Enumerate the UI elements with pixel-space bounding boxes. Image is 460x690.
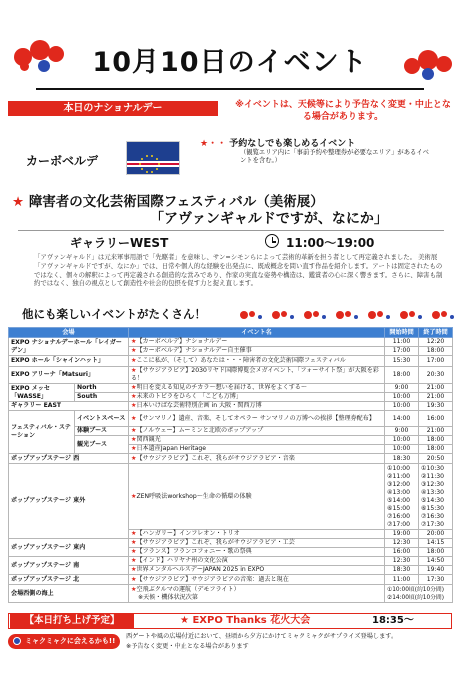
fireworks-time: 18:35〜 xyxy=(372,615,414,626)
national-day-label: 本日のナショナルデー xyxy=(8,101,218,116)
country-name: カーボベルデ xyxy=(26,154,99,168)
feature-underline xyxy=(18,230,444,231)
event-cell: ★【サウジアラビア】2030リヤド国際博覧会メガイベント、「フォーサイト祭」が大阪を彩る！ xyxy=(129,367,385,384)
feature-title-text: 障害者の文化芸術国際フェスティバル（美術展） xyxy=(28,194,324,210)
venue-cell: フェスティバル・ステーション xyxy=(9,411,75,454)
start-cell: 12:30 xyxy=(385,557,419,566)
end-cell: 16:00 xyxy=(419,411,453,427)
myaku-badge xyxy=(8,634,120,649)
table-row xyxy=(9,436,453,445)
sub-venue-cell: 体験ブース xyxy=(75,427,129,436)
event-cell: ★関西観光 xyxy=(129,436,385,445)
start-cell: ①10:00 ②11:00 ③12:00 ④13:00 ⑤14:00 ⑥15:00 ⑦16:00 ⑦17:00 xyxy=(385,464,419,530)
end-cell: 18:00 xyxy=(419,436,453,445)
event-cell: ★【ハンガリー】インフレオン・トリオ xyxy=(129,530,385,539)
event-cell: ★【フランス】フランコフォニー・歌の祭典 xyxy=(129,548,385,557)
table-row xyxy=(9,402,453,411)
start-cell: 10:00 xyxy=(385,393,419,402)
end-cell: 21:00 xyxy=(419,393,453,402)
table-row xyxy=(9,454,453,464)
feature-description: 「アヴァンギャルド」は元来軍事用語で「先駆者」を意味し、サン=シモンらによって芸術的革新を担う者として再定義されました。 美術展「アヴァンギャルドですが、なにか」では、日常や個人的な経験を出発点に、既成概念を問い直す作品を紹介します。アートは固定されたものではなく、個々の解釈によって再定義される創造的な営みであり、作家の実直な姿勢や構造は、鑑賞者の心に深く響きます。さらに、障害も制約ではなく、独自の視点として創造性や社会的包摂を促す力と捉え直します。 xyxy=(34,253,443,288)
event-cell: ★【サウジアラビア】これぞ、我らがサウジアラビア・工芸 xyxy=(129,539,385,548)
end-cell: 14:15 xyxy=(419,539,453,548)
venue-cell: ポップアップステージ 南 xyxy=(9,557,129,575)
event-cell: ★明日を変える知見のチカラ〜想いを届ける、世界をよくする〜 xyxy=(129,384,385,393)
end-cell: ①10:30 ②11:30 ③12:30 ④13:30 ⑤14:30 ⑥15:30 ⑦16:30 ⑦17:30 xyxy=(419,464,453,530)
venue-cell: ポップアップステージ 東内 xyxy=(9,539,129,557)
venue-cell: ポップアップステージ 西 xyxy=(9,454,129,464)
myaku-note: ※予告なく変更・中止となる場合があります xyxy=(126,643,249,650)
start-cell: 11:00 xyxy=(385,338,419,347)
event-cell: ★日本遺産Japan Heritage xyxy=(129,445,385,454)
other-events-heading: 他にも楽しいイベントがたくさん！ xyxy=(22,307,206,321)
table-row xyxy=(9,557,453,566)
col-venue: 会場 xyxy=(9,328,129,338)
end-cell: 17:30 xyxy=(419,575,453,585)
start-cell: 16:00 xyxy=(385,548,419,557)
end-cell: 18:00 xyxy=(419,347,453,356)
venue-cell: EXPO ホール「シャインハット」 xyxy=(9,356,129,367)
sub-venue-cell: North xyxy=(75,384,129,393)
table-row xyxy=(9,411,453,427)
venue-cell: EXPO ナショナルデーホール「レイガーデン」 xyxy=(9,338,129,356)
end-cell: 18:00 xyxy=(419,445,453,454)
start-cell: 11:00 xyxy=(385,575,419,585)
end-cell: 17:00 xyxy=(419,356,453,367)
no-reservation-block xyxy=(200,136,456,165)
start-cell: 10:00 xyxy=(385,445,419,454)
start-cell: 15:30 xyxy=(385,356,419,367)
table-row xyxy=(9,585,453,603)
star-icon: ★・・ xyxy=(200,139,227,149)
feature-time: 11:00〜19:00 xyxy=(286,236,375,250)
myaku-text: 西ゲートや風の広場付近において、昼頃から夕方にかけてミャクミャクがサプライズ登場します。 xyxy=(126,633,398,640)
end-cell: 21:00 xyxy=(419,384,453,393)
table-row xyxy=(9,384,453,393)
no-reservation-label: 予約なしでも楽しめるイベント xyxy=(229,139,356,149)
venue-cell: ギャラリー EAST xyxy=(9,402,129,411)
page-title: 10月10日のイベント xyxy=(92,47,368,78)
start-cell: 9:00 xyxy=(385,384,419,393)
table-row xyxy=(9,539,453,548)
event-cell: ★ZEN呼吸法workshop〜生命の循環の体験 xyxy=(129,464,385,530)
event-cell: ★日本いけばな芸術特別企画 in 大阪・関西万博 xyxy=(129,402,385,411)
myaku-mascot-icon xyxy=(13,637,21,645)
star-icon: ★ xyxy=(12,194,25,210)
events-table-wrap xyxy=(8,327,453,603)
feature-subtitle: 「アヴァンギャルドですが、なにか」 xyxy=(150,211,388,227)
col-start: 開始時間 xyxy=(385,328,419,338)
event-cell: ★【インド】ハリヤナ州の文化公演 xyxy=(129,557,385,566)
table-row xyxy=(9,356,453,367)
start-cell: 19:00 xyxy=(385,530,419,539)
sub-venue-cell: South xyxy=(75,393,129,402)
table-row xyxy=(9,427,453,436)
events-table xyxy=(8,327,453,603)
start-cell: 9:00 xyxy=(385,427,419,436)
end-cell: 20:00 xyxy=(419,530,453,539)
col-end: 終了時間 xyxy=(419,328,453,338)
feature-title xyxy=(12,190,458,210)
feature-venue: ギャラリーWEST xyxy=(70,236,169,250)
table-row xyxy=(9,575,453,585)
end-cell: 20:30 xyxy=(419,367,453,384)
event-cell: ★【ノルウェー】ムーミンと北欧のポップアップ xyxy=(129,427,385,436)
venue-cell: EXPO メッセ「WASSE」 xyxy=(9,384,75,402)
start-cell: 14:00 xyxy=(385,411,419,427)
end-cell: 18:00 xyxy=(419,548,453,557)
decorative-dots-row xyxy=(236,306,456,318)
event-cell: ★未来のトビラをひらく 「こども万博」 xyxy=(129,393,385,402)
table-row xyxy=(9,338,453,347)
end-cell: 14:50 xyxy=(419,557,453,566)
start-cell: 18:30 xyxy=(385,566,419,575)
weather-notice: ※イベントは、天候等により予告なく変更・中止となる場合があります。 xyxy=(235,100,451,122)
venue-cell: ポップアップステージ 東外 xyxy=(9,464,129,539)
sub-venue-cell: 観光ブース xyxy=(75,436,129,454)
event-cell: ★【サウジアラビア】これぞ、我らがサウジアラビア・音楽 xyxy=(129,454,385,464)
start-cell: ①10:00頃(約10分間) ②14:00頃(約10分間) xyxy=(385,585,453,603)
start-cell: 18:30 xyxy=(385,454,419,464)
event-cell: ★【サウジアラビア】サウジアラビアの音楽：過去と現在 xyxy=(129,575,385,585)
end-cell: 21:00 xyxy=(419,427,453,436)
cabo-verde-flag xyxy=(126,141,180,175)
col-event: イベント名 xyxy=(129,328,385,338)
event-cell: ★【カーボベルデ】ナショナルデー xyxy=(129,338,385,347)
table-row xyxy=(9,464,453,530)
no-reservation-note: （観覧エリア内に「事前予約や整理券が必要なエリア」があるイベントを含む。） xyxy=(240,149,429,164)
venue-cell: 会場西側の海上 xyxy=(9,585,129,603)
event-cell: ★ここに私が、（そして）あなたは・・・障害者の文化芸術国際フェスティバル xyxy=(129,356,385,367)
event-cell: ★世界メンタルヘルスデーJAPAN 2025 in EXPO xyxy=(129,566,385,575)
table-row xyxy=(9,393,453,402)
end-cell: 19:40 xyxy=(419,566,453,575)
end-cell: 19:30 xyxy=(419,402,453,411)
start-cell: 10:00 xyxy=(385,436,419,445)
start-cell: 10:00 xyxy=(385,402,419,411)
clock-icon xyxy=(265,234,279,248)
table-row xyxy=(9,367,453,384)
event-cell: ★空飛ぶクルマの運航（デモフライト） ※天候・機体状況次第 xyxy=(129,585,385,603)
sub-venue-cell: イベントスペース xyxy=(75,411,129,427)
myaku-label: ミャクミャクに会えるかも!! xyxy=(25,637,116,645)
end-cell: 20:50 xyxy=(419,454,453,464)
venue-cell: EXPO アリーナ「Matsuri」 xyxy=(9,367,129,384)
title-divider xyxy=(36,88,424,90)
star-icon: ★ xyxy=(180,615,189,626)
event-cell: ★【カーボベルデ】ナショナルデー自主催事 xyxy=(129,347,385,356)
fireworks-label: 【本日打ち上げ予定】 xyxy=(10,614,134,628)
start-cell: 18:00 xyxy=(385,367,419,384)
end-cell: 12:20 xyxy=(419,338,453,347)
venue-cell: ポップアップステージ 北 xyxy=(9,575,129,585)
start-cell: 12:30 xyxy=(385,539,419,548)
fireworks-event-name: EXPO Thanks 花火大会 xyxy=(192,615,311,626)
start-cell: 17:00 xyxy=(385,347,419,356)
fireworks-event xyxy=(180,614,310,628)
event-cell: ★【サンマリノ】遺産、音楽、そしてオペラー サンマリノの万博への挨拶【整理券配布】 xyxy=(129,411,385,427)
